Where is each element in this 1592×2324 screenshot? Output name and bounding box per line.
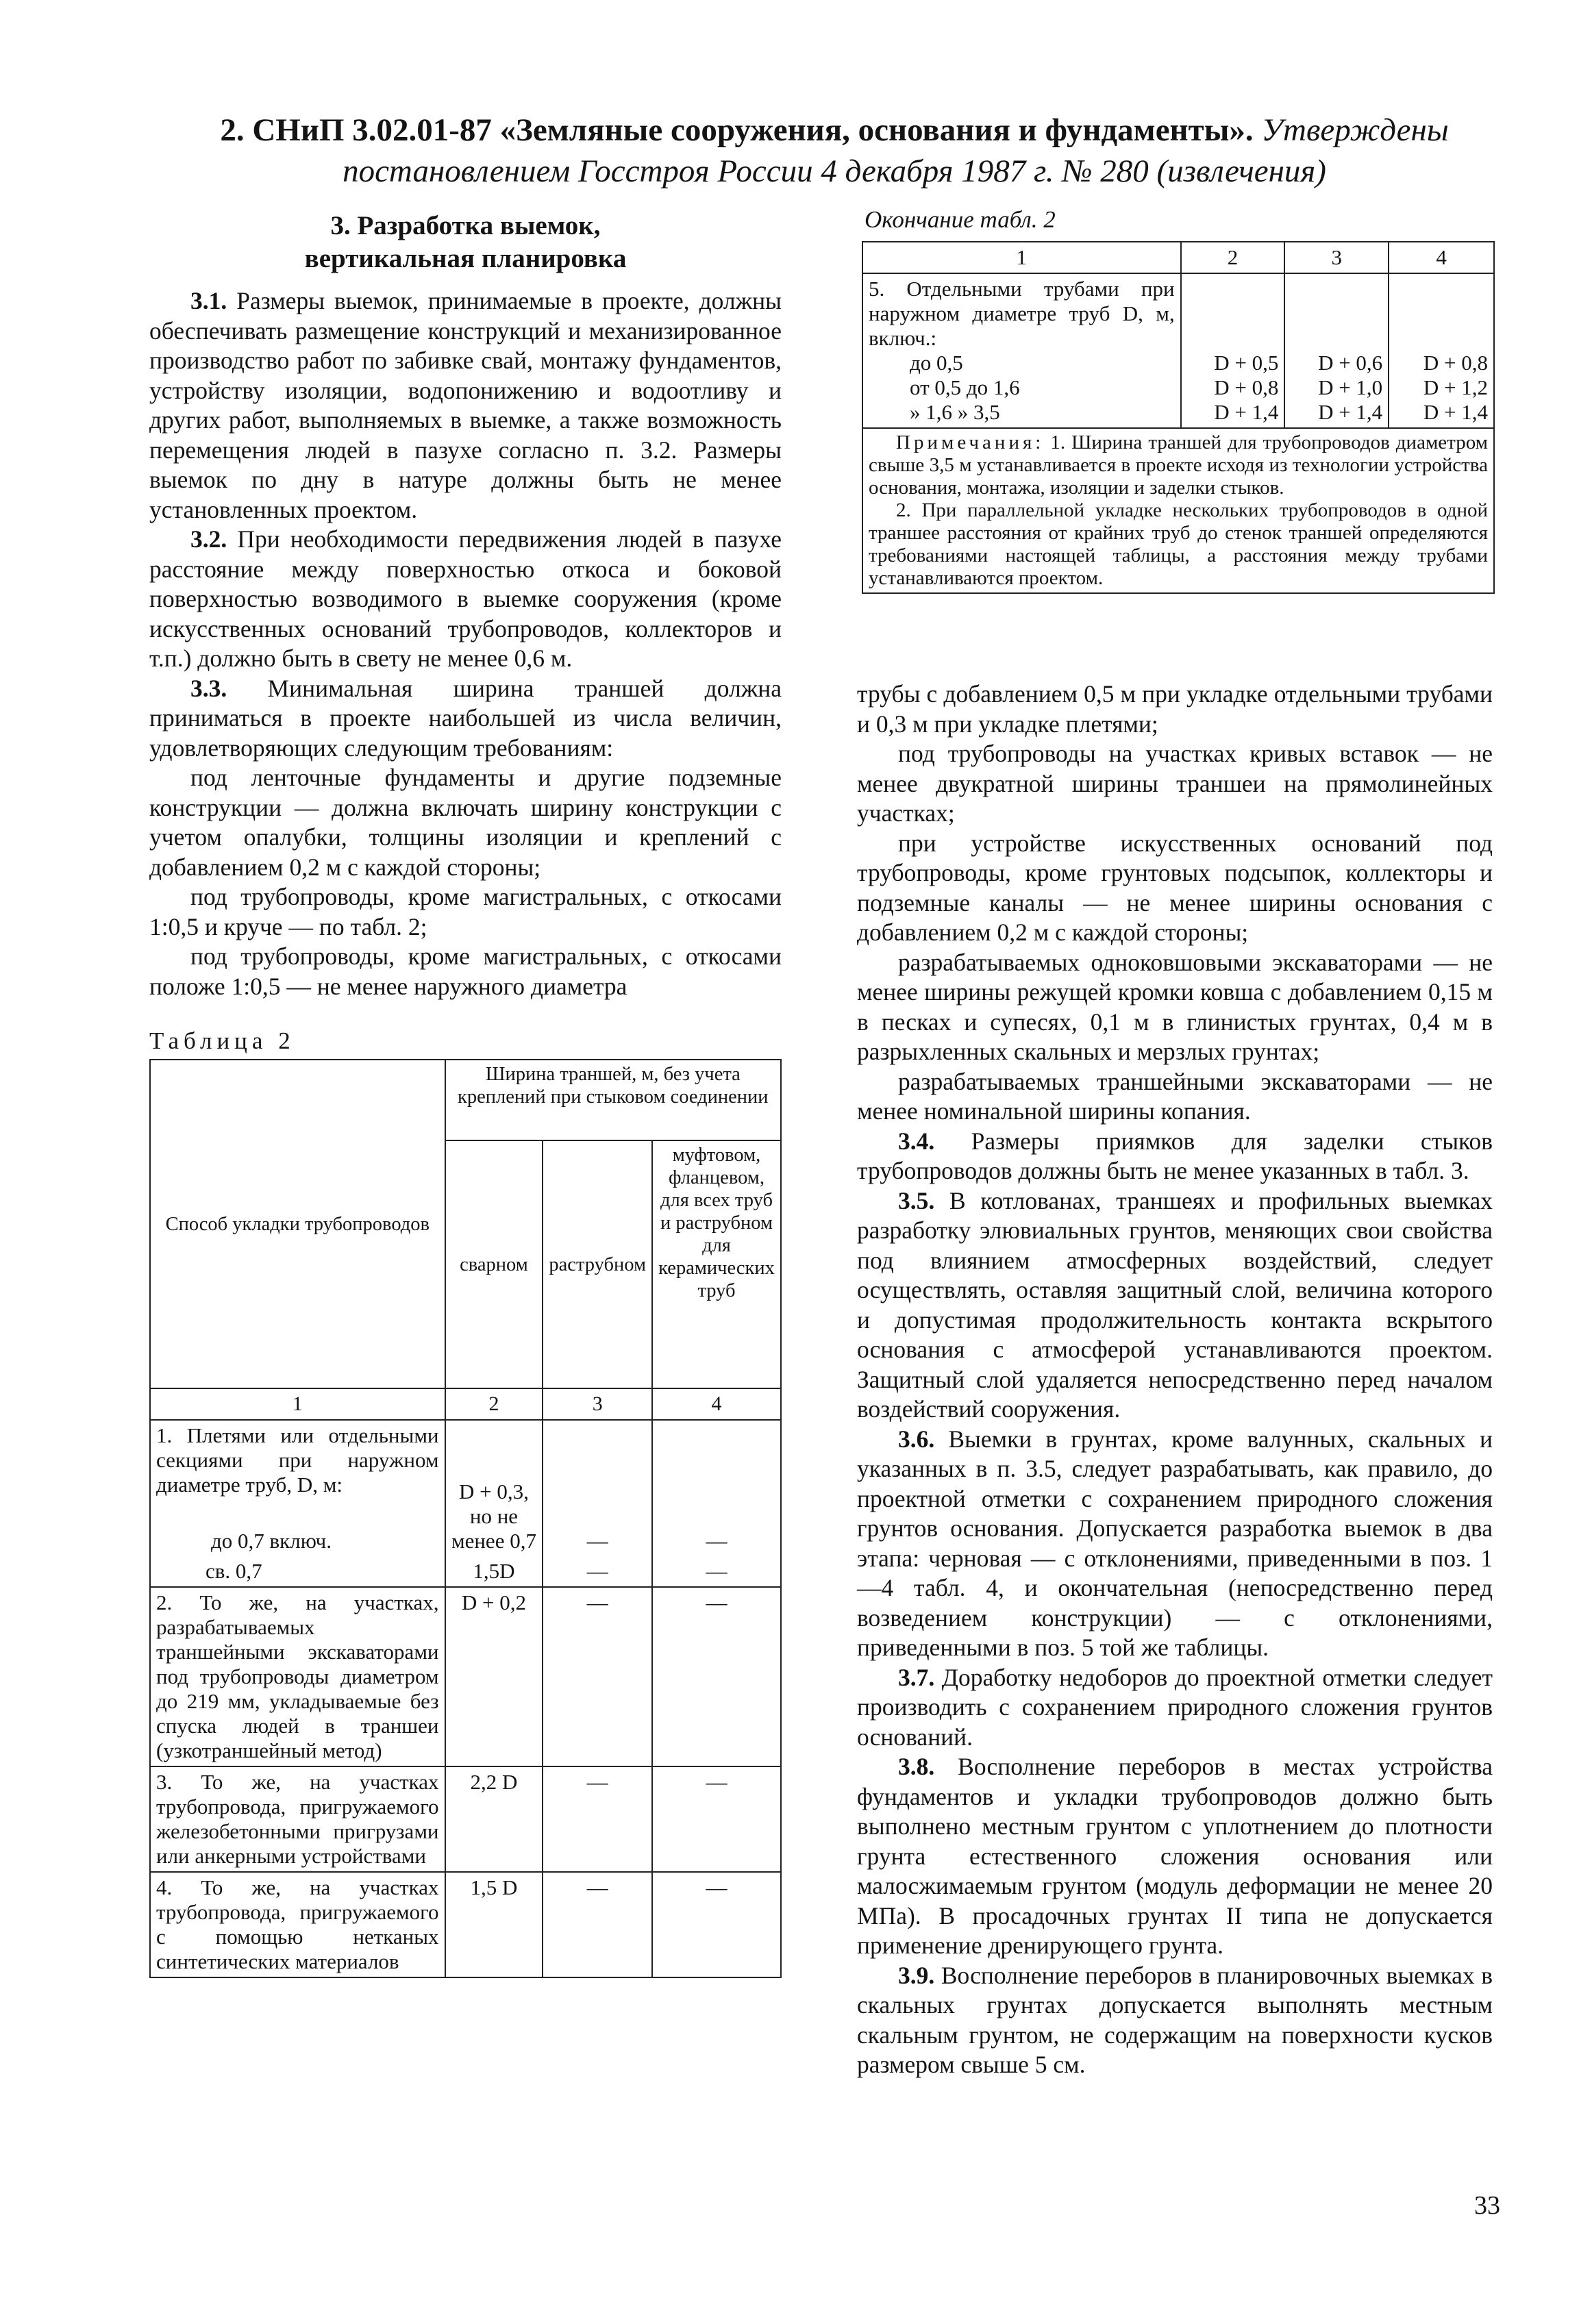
table-cell: —	[543, 1587, 652, 1766]
clause-number: 3.1.	[190, 287, 227, 314]
clause-text: Минимальная ширина траншей должна приниматься в проекте наибольшей из числа величин, удовлетворяющих следующим требованиям:	[149, 674, 782, 762]
paragraph-d: разрабатываемых траншейными экскаваторами — не менее номинальной ширины копания.	[857, 1067, 1493, 1125]
clause-text: Восполнение переборов в местах устройства фундаментов и укладки трубопроводов должно быть выполнено местным грунтом с уплотнением до плотности грунта естественного сложения основания или малосжимаемым грунтом (модуль деформации не менее 20 МПа). В просадочных грунтах II типа не допускается применение дренирующего грунта.	[857, 1753, 1493, 1959]
table-number-row	[862, 242, 1494, 273]
note-2: 2. При параллельной укладке нескольких трубопроводов в одной траншее расстояния от крайних труб до стенок траншей определяются требованиями настоящей таблицы, а расстояния между трубами устанавливаются проектом.	[869, 499, 1488, 589]
paragraph-3-6	[857, 1425, 1493, 1663]
header-subtitle: Утверждены постановлением Госстроя России 4 декабря 1987 г. № 280 (извлечения)	[343, 112, 1449, 189]
table-cell	[543, 1420, 652, 1556]
table-cell: D + 0,2	[445, 1587, 543, 1766]
left-column	[149, 210, 782, 1001]
cell-value: D + 0,5	[1214, 351, 1279, 375]
column-header: раструбном	[543, 1140, 652, 1388]
paragraph-3-3-b: под трубопроводы, кроме магистральных, с откосами 1:0,5 и круче — по табл. 2;	[149, 883, 782, 940]
cell-value: D + 0,8	[1214, 375, 1279, 399]
clause-number: 3.4.	[898, 1127, 935, 1155]
clause-text: Размеры выемок, принимаемые в проекте, должны обеспечивать размещение конструкций и механизированное производство работ по забивке свай, монтажу фундаментов, устройству изоляции, водопонижению и водоотливу и других работ, выполняемых в выемке, а также возможность перемещения людей в пазухе согласно п. 3.2. Размеры выемок по дну в натуре должны быть не менее установленных проектом.	[149, 287, 782, 523]
table-cell: 2,2 D	[445, 1766, 543, 1872]
table-row	[150, 1420, 781, 1556]
table-row	[150, 1587, 781, 1766]
paragraph-3-9	[857, 1961, 1493, 2080]
clause-text: Восполнение переборов в планировочных выемках в скальных грунтах допускается выполнять местным скальным грунтом, не содержащим на поверхности кусков размером свыше 5 см.	[857, 1961, 1493, 2078]
page-number: 33	[1474, 2191, 1500, 2220]
table-cell: 4. То же, на участках трубопровода, пригружаемого с помощью нетканых синтетических материалов	[150, 1872, 445, 1977]
table-cell	[652, 1420, 781, 1556]
column-header: Способ укладки трубопроводов	[150, 1060, 445, 1388]
row-sublabel: до 0,7 включ.	[211, 1529, 332, 1553]
paragraph-b: при устройстве искусственных оснований под трубопроводы, кроме грунтовых подсыпок, коллекторы и подземные каналы — не менее ширины основания с добавлением 0,2 м с каждой стороны;	[857, 829, 1493, 946]
table-row	[862, 273, 1494, 428]
column-header: муфтовом, фланцевом, для всех труб и раструбном для керамических труб	[652, 1140, 781, 1388]
table-cell	[1181, 273, 1285, 428]
clause-number: 3.7.	[898, 1663, 935, 1691]
section-title-line1: 3. Разработка выемок,	[330, 211, 601, 240]
table-cell	[1284, 273, 1389, 428]
header-title: 2. СНиП 3.02.01-87 «Земляные сооружения, основания и фундаменты».	[220, 112, 1254, 148]
table-cell	[150, 1420, 445, 1556]
clause-text: Размеры приямков для заделки стыков трубопроводов должны быть не менее указанных в табл. 3.	[857, 1127, 1493, 1184]
row-sublabel: от 0,5 до 1,6	[910, 375, 1020, 399]
clause-text: В котлованах, траншеях и профильных выемках разработку элювиальных грунтов, меняющих свои свойства под влиянием атмосферных воздействий, следует осуществлять, оставляя защитный слой, величина которого и допустимая продолжительность контакта вскрытого основания с атмосферой устанавливаются проектом. Защитный слой удаляется непосредственно перед началом воздействий сооружения.	[857, 1186, 1493, 1423]
table-cell: —	[543, 1766, 652, 1872]
table2-end-caption: Окончание табл. 2	[865, 206, 1056, 233]
paragraph-c: разрабатываемых одноковшовыми экскаваторами — не менее ширины режущей кромки ковша с добавлением 0,15 м в песках и супесях, 0,1 м в глинистых грунтах, 0,4 м в разрыхленных скальных и мерзлых грунтах;	[857, 948, 1493, 1065]
table-cell: D + 0,3, но не менее 0,7	[445, 1420, 543, 1556]
table-notes	[862, 428, 1494, 593]
clause-number: 3.6.	[898, 1425, 935, 1453]
table-cell: 3. То же, на участках трубопровода, пригружаемого железобетонными пригрузами или анкерными устройствами	[150, 1766, 445, 1872]
cell-value: —	[706, 1529, 727, 1553]
paragraph-3-2	[149, 525, 782, 674]
table-number-row	[150, 1388, 781, 1420]
table-cell: —	[543, 1556, 652, 1587]
cell-value: —	[586, 1529, 608, 1553]
table-2-end	[862, 241, 1495, 594]
cell-value: D + 1,4	[1214, 400, 1279, 424]
cell-value: D + 1,4	[1423, 400, 1488, 424]
column-header: сварном	[445, 1140, 543, 1388]
table-cell: 2. То же, на участках, разрабатываемых траншейными экскаваторами под трубопроводы диаметром до 219 мм, укладываемые без спуска людей в траншеи (узкотраншейный метод)	[150, 1587, 445, 1766]
paragraph-3-3-c: под трубопроводы, кроме магистральных, с откосами положе 1:0,5 — не менее наружного диаметра	[149, 942, 782, 1000]
column-number: 2	[445, 1388, 543, 1420]
cell-value: D + 1,4	[1318, 400, 1383, 424]
paragraph-3-3-a: под ленточные фундаменты и другие подземные конструкции — должна включать ширину конструкции с учетом опалубки, толщины изоляции и креплений с добавлением 0,2 м с каждой стороны;	[149, 764, 782, 881]
page-header	[156, 110, 1513, 192]
paragraph-3-5	[857, 1186, 1493, 1425]
column-number: 2	[1181, 242, 1285, 273]
table-cell: —	[652, 1556, 781, 1587]
row-sublabel: » 1,6 » 3,5	[910, 400, 1000, 424]
note-1	[869, 432, 1488, 499]
column-group-header: Ширина траншей, м, без учета креплений при стыковом соединении	[445, 1060, 781, 1140]
clause-text: Выемки в грунтах, кроме валунных, скальных и указанных в п. 3.5, следует разрабатывать, как правило, до проектной отметки с сохранением природного сложения грунтов основания. Допускается разработка выемок в два этапа: черновая — с отклонениями, приведенными в поз. 1—4 табл. 4, и окончательная (непосредственно перед возведением конструкции) — с отклонениями, приведенными в поз. 5 той же таблицы.	[857, 1425, 1493, 1661]
paragraph-3-1	[149, 286, 782, 525]
paragraph-3-7	[857, 1663, 1493, 1753]
right-column	[857, 679, 1493, 2080]
paragraph-3-8	[857, 1752, 1493, 1961]
table-cell: 1,5D	[445, 1556, 543, 1587]
column-number: 4	[1389, 242, 1494, 273]
cell-value: D + 0,8	[1423, 351, 1488, 375]
column-number: 1	[150, 1388, 445, 1420]
column-number: 1	[862, 242, 1181, 273]
paragraph-3-4	[857, 1127, 1493, 1186]
table-header-row	[150, 1060, 781, 1140]
table-cell: 1,5 D	[445, 1872, 543, 1977]
clause-number: 3.2.	[190, 525, 227, 553]
table-cell	[1389, 273, 1494, 428]
clause-number: 3.8.	[898, 1753, 935, 1780]
table-cell: —	[652, 1766, 781, 1872]
table-notes-row	[862, 428, 1494, 593]
table-cell: —	[652, 1587, 781, 1766]
table-cell: —	[652, 1872, 781, 1977]
column-number: 4	[652, 1388, 781, 1420]
column-number: 3	[543, 1388, 652, 1420]
paragraph-3-3	[149, 674, 782, 764]
table-cell	[862, 273, 1181, 428]
table2-caption: Таблица 2	[149, 1027, 295, 1054]
table-cell: св. 0,7	[150, 1556, 445, 1587]
cell-value: D + 0,6	[1318, 351, 1383, 375]
cell-value: D + 1,0	[1318, 375, 1383, 399]
clause-text: При необходимости передвижения людей в пазухе расстояние между поверхностью откоса и боковой поверхностью возводимого в выемке сооружения (кроме искусственных оснований трубопроводов, коллекторов и т.п.) должно быть в свету не менее 0,6 м.	[149, 525, 782, 672]
section-title	[149, 210, 782, 275]
clause-number: 3.9.	[898, 1961, 935, 1989]
row-title: 1. Плетями или отдельными секциями при наружном диаметре труб, D, м:	[156, 1423, 439, 1497]
column-number: 3	[1284, 242, 1389, 273]
table-row	[150, 1872, 781, 1977]
clause-text: Доработку недоборов до проектной отметки следует производить с сохранением природного сложения грунтов оснований.	[857, 1663, 1493, 1751]
table-row	[150, 1766, 781, 1872]
notes-label: Примечания:	[896, 432, 1045, 453]
table-row	[150, 1556, 781, 1587]
table-2	[149, 1059, 782, 1978]
cell-value: D + 1,2	[1423, 375, 1488, 399]
clause-number: 3.3.	[190, 674, 227, 702]
note-text: 1. Ширина траншей для трубопроводов диаметром свыше 3,5 м устанавливается в проекте исходя из технологии устройства основания, монтажа, изоляции и заделки стыков.	[869, 432, 1489, 499]
table-cell: —	[543, 1872, 652, 1977]
section-title-line2: вертикальная планировка	[304, 244, 627, 273]
paragraph-continuation: трубы с добавлением 0,5 м при укладке отдельными трубами и 0,3 м при укладке плетями;	[857, 680, 1493, 738]
paragraph-a: под трубопроводы на участках кривых вставок — не менее двукратной ширины траншеи на прямолинейных участках;	[857, 740, 1493, 827]
row-title: 5. Отдельными трубами при наружном диаметре труб D, м, включ.:	[869, 277, 1175, 350]
row-sublabel: до 0,5	[910, 351, 963, 375]
clause-number: 3.5.	[898, 1186, 935, 1214]
